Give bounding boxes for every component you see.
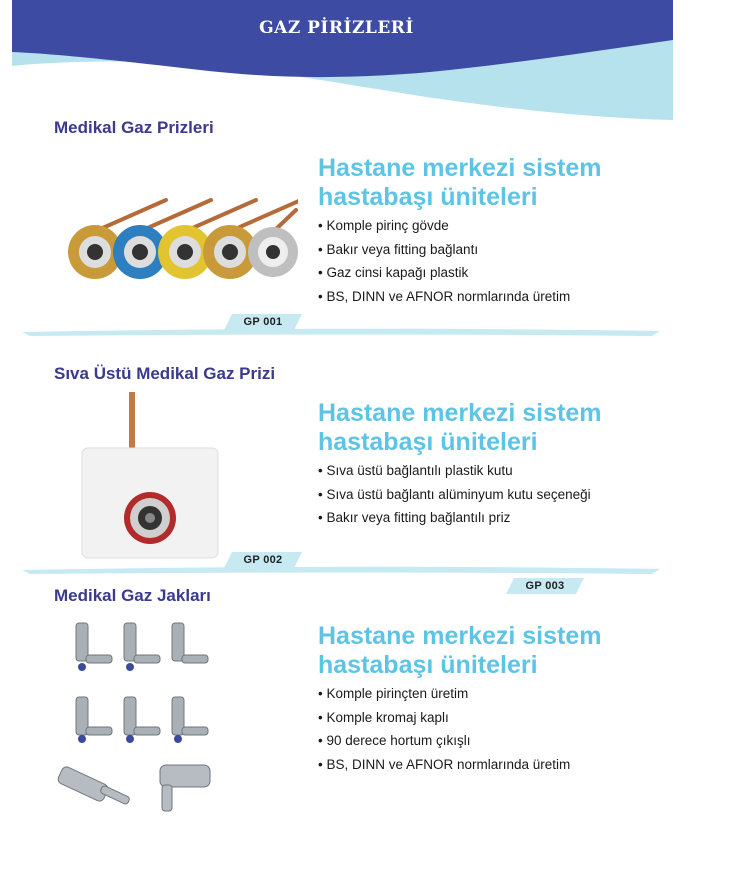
section-heading-3: [318, 622, 601, 680]
section-heading-1: [318, 154, 601, 212]
surface-mount-outlet-box-image: [80, 390, 220, 560]
feature-list-1: [318, 214, 570, 308]
section-divider: [22, 566, 662, 576]
feature-item: • Komple pirinçten üretim: [318, 682, 570, 706]
feature-item: • Sıva üstü bağlantı alüminyum kutu seçeneği: [318, 483, 591, 507]
feature-item: • Komple pirinç gövde: [318, 214, 570, 238]
heading-line: Hastane merkezi sistem: [318, 622, 602, 650]
feature-item: • Bakır veya fitting bağlantı: [318, 238, 570, 262]
product-code-2: GP 002: [224, 552, 302, 568]
gas-outlet-valves-image: [48, 190, 298, 285]
section-title-2: Sıva Üstü Medikal Gaz Prizi: [54, 364, 276, 383]
feature-item: • BS, DINN ve AFNOR normlarında üretim: [318, 753, 570, 777]
feature-item: • Sıva üstü bağlantılı plastik kutu: [318, 459, 591, 483]
feature-item: • BS, DINN ve AFNOR normlarında üretim: [318, 285, 570, 309]
product-code-1: GP 001: [224, 314, 302, 330]
feature-item: • Bakır veya fitting bağlantılı priz: [318, 506, 591, 530]
heading-line: hastabaşı üniteleri: [318, 183, 538, 211]
feature-item: • 90 derece hortum çıkışlı: [318, 729, 570, 753]
section-title-3: Medikal Gaz Jakları: [54, 586, 211, 605]
feature-item: • Komple kromaj kaplı: [318, 706, 570, 730]
page-title: GAZ PİRİZLERİ: [259, 18, 414, 38]
heading-line: hastabaşı üniteleri: [318, 651, 538, 679]
heading-line: Hastane merkezi sistem: [318, 399, 602, 427]
section-divider: [22, 328, 662, 338]
section-title-1: Medikal Gaz Prizleri: [54, 118, 214, 137]
heading-line: Hastane merkezi sistem: [318, 154, 602, 182]
heading-line: hastabaşı üniteleri: [318, 428, 538, 456]
feature-list-2: [318, 459, 591, 530]
section-heading-2: [318, 399, 601, 457]
feature-list-3: [318, 682, 570, 776]
feature-item: • Gaz cinsi kapağı plastik: [318, 261, 570, 285]
gas-jack-connectors-image: [50, 615, 240, 820]
product-code-3: GP 003: [506, 578, 584, 594]
